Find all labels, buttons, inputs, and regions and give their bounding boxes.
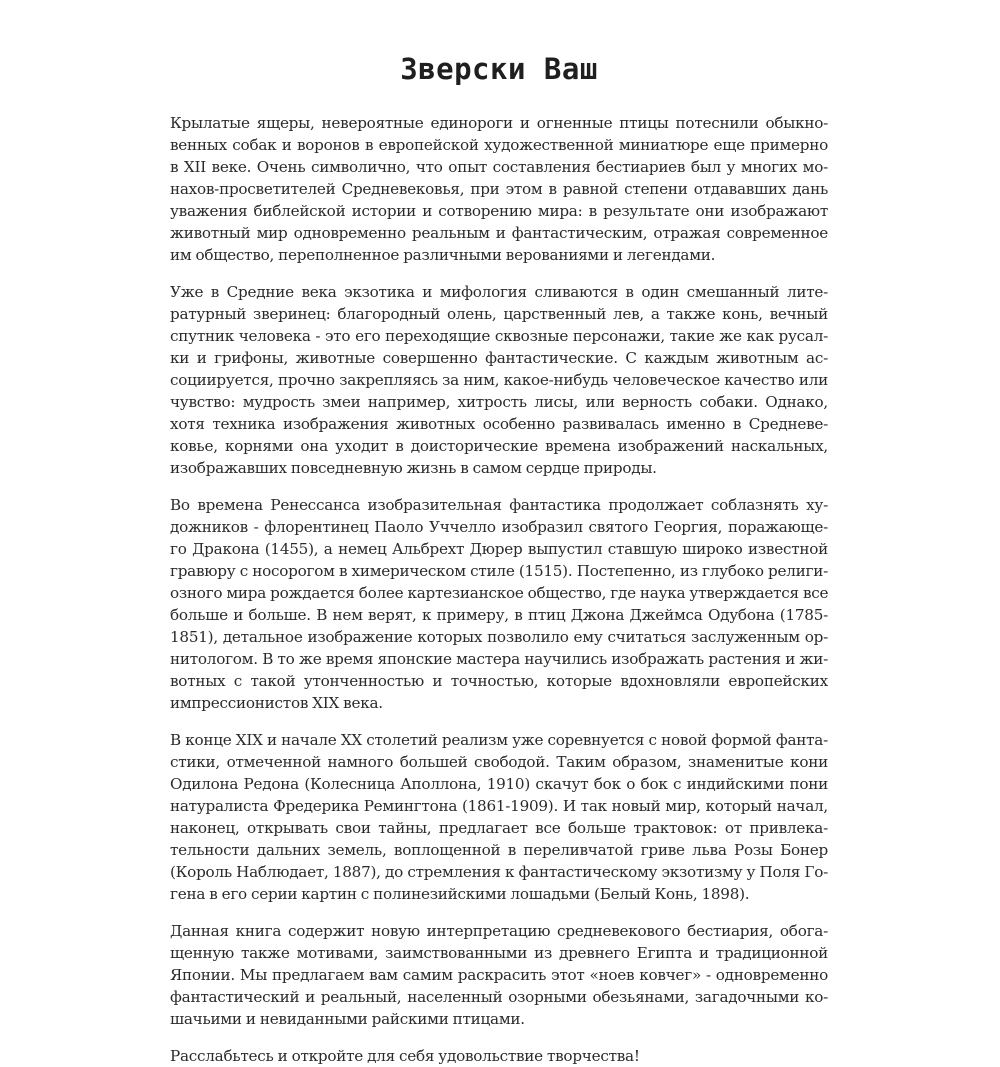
text-line: гена в его серии картин с полинезийскими лошадьми (Белый Конь, 1898). [170,885,750,903]
text-line: стики, отмеченной намного большей свободой. Таким образом, знаменитые кони [170,753,828,771]
text-line: чувство: мудрость змеи например, хитрость лисы, или верность собаки. Однако, [170,393,828,411]
text-line: социируется, прочно закрепляясь за ним, какое-нибудь человеческое качество или [170,371,828,389]
text-line: Крылатые ящеры, невероятные единороги и огненные птицы потеснили обыкно- [170,114,828,132]
paragraph-4 [170,729,828,905]
text-line: в XII веке. Очень символично, что опыт составления бестиариев был у многих мо- [170,158,828,176]
text-line: хотя техника изображения животных особенно развивалась именно в Средневе- [170,415,828,433]
text-line: животный мир одновременно реальным и фантастическим, отражая современное [170,224,828,242]
text-line: го Дракона (1455), а немец Альбрехт Дюрер выпустил ставшую широко известной [170,540,828,558]
text-line: дожников - флорентинец Паоло Уччелло изобразил святого Георгия, поражающе- [170,518,828,536]
text-line: ки и грифоны, животные совершенно фантастические. С каждым животным ас- [170,349,828,367]
text-line: изображавших повседневную жизнь в самом сердце природы. [170,459,657,477]
page-title: Зверски Ваш [400,52,598,86]
text-line: 1851), детальное изображение которых позволило ему считаться заслуженным ор- [170,628,828,646]
text-line: Во времена Ренессанса изобразительная фантастика продолжает соблазнять ху- [170,496,828,514]
text-line: наконец, открывать свои тайны, предлагает все больше трактовок: от привлека- [170,819,828,837]
text-line: В конце XIX и начале XX столетий реализм уже соревнуется с новой формой фанта- [170,731,828,749]
text-line: тельности дальних земель, воплощенной в переливчатой гриве льва Розы Бонер [170,841,828,859]
text-line: натуралиста Фредерика Ремингтона (1861-1909). И так новый мир, который начал, [170,797,828,815]
paragraph-5 [170,920,828,1030]
text-line: Уже в Средние века экзотика и мифология сливаются в один смешанный лите- [170,283,828,301]
text-line: озного мира рождается более картезианское общество, где наука утверждается все [170,584,829,602]
text-line: фантастический и реальный, населенный озорными обезьянами, загадочными ко- [170,988,828,1006]
text-line: Данная книга содержит новую интерпретацию средневекового бестиария, обога- [170,922,828,940]
body-text [170,112,828,1067]
paragraph-1 [170,112,828,266]
text-line: Одилона Редона (Колесница Аполлона, 1910) скачут бок о бок с индийскими пони [170,775,828,793]
text-line: спутник человека - это его переходящие сквозные персонажи, такие же как русал- [170,327,828,345]
text-line: вотных с такой утонченностью и точностью, которые вдохновляли европейских [170,672,828,690]
text-line: гравюру с носорогом в химерическом стиле (1515). Постепенно, из глубоко религи- [170,562,828,580]
text-line: Расслабьтесь и откройте для себя удовольствие творчества! [170,1047,640,1065]
text-line: венных собак и воронов в европейской художественной миниатюре еще примерно [170,136,828,154]
paragraph-6 [170,1045,828,1067]
text-line: Японии. Мы предлагаем вам самим раскрасить этот «ноев ковчег» - одновременно [170,966,828,984]
text-line: нахов-просветителей Средневековья, при этом в равной степени отдававших дань [170,180,828,198]
paragraph-3 [170,494,828,714]
paragraph-2 [170,281,828,479]
text-line: (Король Наблюдает, 1887), до стремления к фантастическому экзотизму у Поля Го- [170,863,828,881]
text-line: нитологом. В то же время японские мастера научились изображать растения и жи- [170,650,828,668]
text-line: ратурный зверинец: благородный олень, царственный лев, а также конь, вечный [170,305,828,323]
text-line: шачьими и невиданными райскими птицами. [170,1010,525,1028]
text-line: уважения библейской истории и сотворению мира: в результате они изображают [170,202,828,220]
text-line: больше и больше. В нем верят, к примеру, в птиц Джона Джеймса Одубона (1785- [170,606,828,624]
text-line: импрессионистов XIX века. [170,694,383,712]
text-line: щенную также мотивами, заимствованными из древнего Египта и традиционной [170,944,828,962]
text-line: ковье, корнями она уходит в доисторические времена изображений наскальных, [170,437,828,455]
text-line: им общество, переполненное различными верованиями и легендами. [170,246,716,264]
